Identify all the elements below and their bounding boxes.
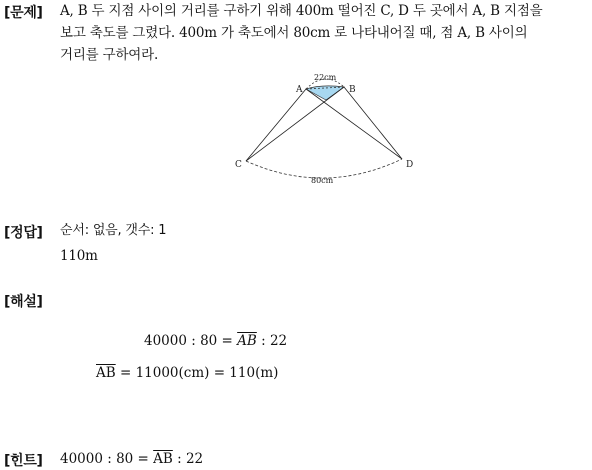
answer-meta: 순서: 없음, 갯수: 1 [60, 223, 167, 238]
problem-label: [문제] [4, 5, 43, 21]
scale-drawing-svg [232, 72, 422, 190]
point-b-label: B [349, 85, 356, 95]
hint-left: 40000 : 80 = [60, 451, 154, 467]
answer-label: [정답] [4, 225, 43, 241]
eq1-right: : 22 [256, 333, 288, 349]
eq1-ab-overline: $\overline{AB}$ [237, 333, 257, 349]
answer-value: 110m [60, 248, 98, 264]
point-d-label: D [406, 160, 414, 170]
problem-line-1: A, B 두 지점 사이의 거리를 구하기 위해 400m 떨어진 C, D 두 곳에서 A, B 지점을 [60, 3, 543, 19]
hint-ab-overline: $\overline{AB}$ [153, 451, 173, 467]
eq2-right: = 11000(cm) = 110(m) [115, 365, 279, 381]
line-ca [246, 89, 306, 161]
cd-length-label: 80cm [311, 176, 334, 185]
point-a-label: A [296, 85, 303, 95]
point-c-label: C [235, 160, 242, 170]
eq2-ab-overline: $\overline{AB}$ [96, 365, 116, 381]
problem-line-3: 거리를 구하여라. [60, 47, 159, 63]
explanation-equation-1 [144, 333, 287, 349]
problem-text [60, 0, 543, 66]
explanation-label: [해설] [4, 294, 43, 310]
eq1-left: 40000 : 80 = [144, 333, 238, 349]
hint-label: [힌트] [4, 453, 43, 469]
hint-equation [60, 451, 203, 467]
scale-drawing-figure [232, 72, 422, 194]
ab-length-label: 22cm [314, 73, 337, 82]
explanation-equation-2 [96, 365, 278, 381]
problem-line-2: 보고 축도를 그렸다. 400m 가 축도에서 80cm 로 나타내어질 때, 점 A, B 사이의 [60, 25, 528, 41]
line-cb [246, 87, 344, 161]
hint-right: : 22 [172, 451, 204, 467]
